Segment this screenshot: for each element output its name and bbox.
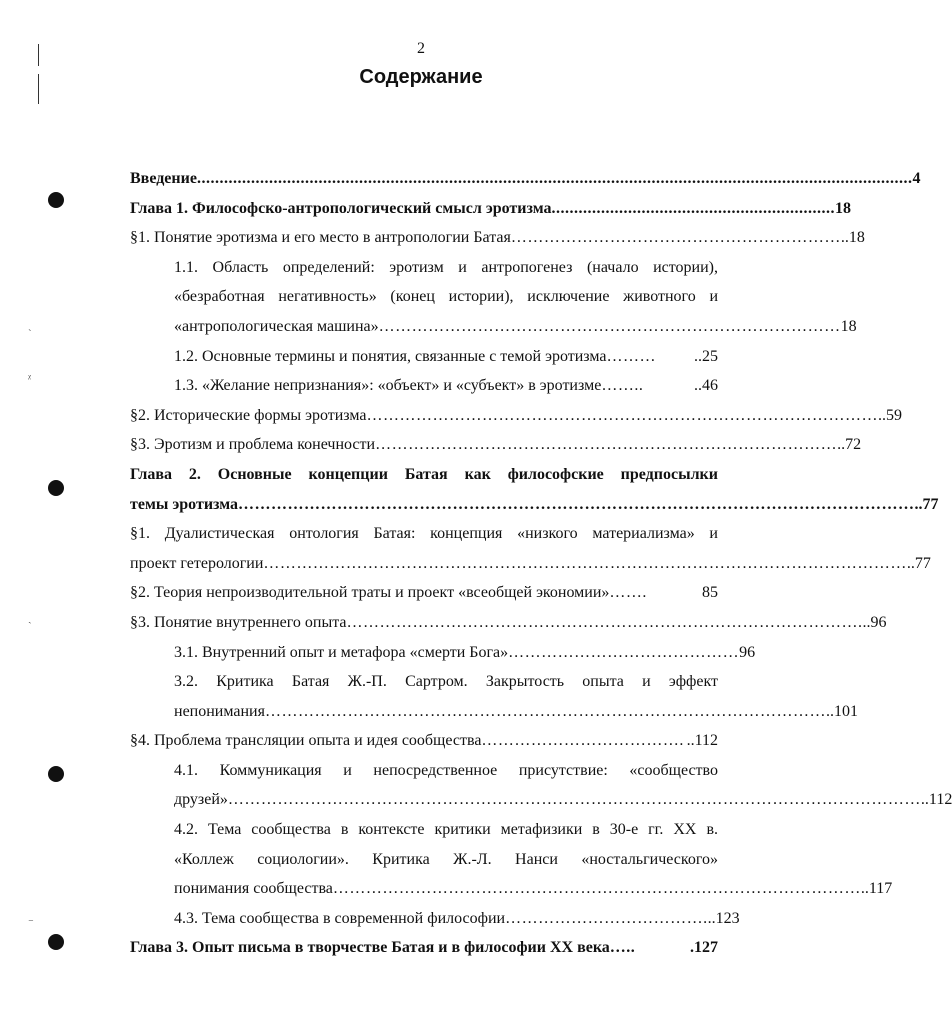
toc-entry <box>174 253 718 283</box>
toc-entry-leader: ………………………………………………………………………… <box>375 436 838 454</box>
toc-entry-page: ..25 <box>694 347 718 365</box>
toc-entry-leader: …………………………………………………………………………………………………………… <box>238 495 915 513</box>
toc-entry <box>174 904 740 934</box>
toc-entry <box>130 726 718 756</box>
scan-artifact: ⁻ <box>28 917 34 929</box>
toc-entry-page: ..18 <box>840 229 865 247</box>
toc-entry-page: ..77 <box>914 495 939 513</box>
toc-entry-text: непонимания <box>174 702 265 720</box>
toc-entry-page: ..101 <box>825 702 858 720</box>
toc-entry-page: 18 <box>835 199 851 217</box>
toc-entry-leader: ……. <box>609 584 647 602</box>
toc-entry <box>130 608 887 638</box>
toc-entry <box>130 460 718 490</box>
page-title: Содержание <box>359 66 483 88</box>
punch-hole <box>48 192 64 208</box>
toc-entry <box>174 845 718 875</box>
scan-artifact <box>38 74 39 104</box>
toc-entry-leader: …………………………………… <box>508 643 740 661</box>
toc-entry <box>130 549 931 579</box>
toc-entry-leader: ………………………………………………………………………… <box>378 317 841 335</box>
toc-entry-text: Глава 3. Опыт письма в творчестве Батая и в философии XX века <box>130 939 610 957</box>
toc-entry <box>174 756 718 786</box>
toc-entry-leader: ............................................................... <box>551 199 835 217</box>
toc-entry-page: ..117 <box>860 880 893 898</box>
toc-entry-text: §4. Проблема трансляции опыта и идея сообщества <box>130 732 482 750</box>
toc-entry-text: 4.3. Тема сообщества в современной философии <box>174 909 506 927</box>
toc-entry-text: проект гетерологии <box>130 554 264 572</box>
toc-entry-text: «антропологическая машина» <box>174 317 379 335</box>
toc-entry-text: Введение <box>130 170 197 187</box>
toc-entry-page: ..96 <box>862 613 887 631</box>
toc-entry-text: Глава 1. Философско-антропологический смысл эротизма <box>130 199 552 217</box>
toc-entry <box>174 342 718 372</box>
toc-entry-page: ..123 <box>707 909 740 927</box>
toc-entry <box>174 815 718 845</box>
toc-entry-text: Глава 2. Основные концепции Батая как философские предпосылки <box>130 465 718 483</box>
toc-entry <box>174 638 756 668</box>
toc-entry-page: ..46 <box>694 377 718 395</box>
scan-artifact: ᵡ <box>28 372 32 384</box>
toc-entry-text: §1. Дуалистическая онтология Батая: концепция «низкого материализма» и <box>130 525 718 543</box>
toc-entry-leader: ............................................................................................................................................................... <box>196 170 913 187</box>
toc-entry <box>174 785 952 815</box>
toc-entry-page: ..59 <box>878 406 903 424</box>
toc-entry-text: §2. Исторические формы эротизма <box>130 406 367 424</box>
toc-entry-leader: ………………………………. <box>481 732 684 750</box>
punch-hole <box>48 934 64 950</box>
toc-entry <box>130 430 862 460</box>
toc-entry-leader: ……… <box>606 347 657 365</box>
punch-hole <box>48 480 64 496</box>
toc-entry <box>130 194 851 224</box>
toc-entry <box>130 519 718 549</box>
toc-entry-leader: …………………………………………………… <box>510 229 841 247</box>
toc-entry <box>130 578 718 608</box>
scan-artifact: ˎ <box>28 612 32 624</box>
scan-artifact <box>38 44 39 66</box>
toc-entry-text: 1.3. «Желание непризнания»: «объект» и «субъект» в эротизме <box>174 377 602 395</box>
toc-entry <box>130 223 865 253</box>
toc-entry-leader: ………………………………………………………………………………………… <box>264 702 826 720</box>
toc-entry <box>174 371 718 401</box>
toc-entry-page: ..77 <box>906 554 931 572</box>
toc-entry-leader: ….. <box>609 939 636 957</box>
toc-entry-page: 85 <box>702 584 718 602</box>
toc-entry-text: 3.1. Внутренний опыт и метафора «смерти Бога» <box>174 643 509 661</box>
toc-entry <box>130 933 718 963</box>
toc-entry-text: 1.2. Основные термины и понятия, связанные с темой эротизма <box>174 347 607 365</box>
toc-entry <box>174 667 718 697</box>
toc-entry-page: .127 <box>690 939 718 957</box>
toc-entry-page: ..72 <box>837 436 862 454</box>
toc-entry-text: §2. Теория непроизводительной траты и проект «всеобщей экономии» <box>130 584 610 602</box>
page-number: 2 <box>417 40 425 57</box>
toc-entry-page: 18 <box>840 317 857 335</box>
toc-entry-page: ..112 <box>920 791 952 809</box>
toc-entry-leader: …………………………………………………………………………………. <box>346 613 863 631</box>
scan-artifact: ˋ <box>28 328 32 340</box>
toc-entry-leader: ………………………………………………………………………………… <box>366 406 879 424</box>
toc-entry-leader: …….. <box>601 377 644 395</box>
toc-entry-text: темы эротизма <box>130 495 239 513</box>
toc-entry-leader: ……………………………………………………………………………………………………… <box>263 554 907 572</box>
toc-entry <box>130 401 903 431</box>
toc-entry-leader: ………………………………. <box>505 909 708 927</box>
toc-entry-page: 96 <box>739 643 756 661</box>
toc-entry-text: 1.1. Область определений: эротизм и антропогенез (начало истории), <box>174 258 718 276</box>
toc-entry-leader: …………………………………………………………………………………… <box>332 880 861 898</box>
toc-entry-text: §1. Понятие эротизма и его место в антропологии Батая <box>130 229 511 247</box>
toc-entry-text: друзей» <box>174 791 228 809</box>
toc-entry-page: ..112 <box>686 732 718 750</box>
toc-entry-text: «Коллеж социологии». Критика Ж.-Л. Нанси «ностальгического» <box>174 850 718 868</box>
toc-entry-text: 4.1. Коммуникация и непосредственное присутствие: «сообщество <box>174 761 718 779</box>
toc-entry-page: 4 <box>912 170 921 187</box>
toc-entry <box>174 697 858 727</box>
toc-entry <box>174 874 893 904</box>
toc-entry-text: §3. Понятие внутреннего опыта <box>130 613 347 631</box>
toc-entry <box>174 282 718 312</box>
toc-entry-leader: ……………………………………………………………………………………………………………… <box>227 791 921 809</box>
table-of-contents <box>130 164 952 963</box>
toc-entry <box>130 490 939 520</box>
toc-entry <box>174 312 857 342</box>
toc-entry <box>130 164 921 194</box>
punch-hole <box>48 766 64 782</box>
toc-entry-text: «безработная негативность» (конец истории), исключение животного и <box>174 288 718 306</box>
toc-entry-text: 3.2. Критика Батая Ж.-П. Сартром. Закрытость опыта и эффект <box>174 673 718 691</box>
toc-entry-text: понимания сообщества <box>174 880 333 898</box>
toc-entry-text: §3. Эротизм и проблема конечности <box>130 436 376 454</box>
toc-entry-text: 4.2. Тема сообщества в контексте критики метафизики в 30-е гг. XX в. <box>174 821 718 839</box>
